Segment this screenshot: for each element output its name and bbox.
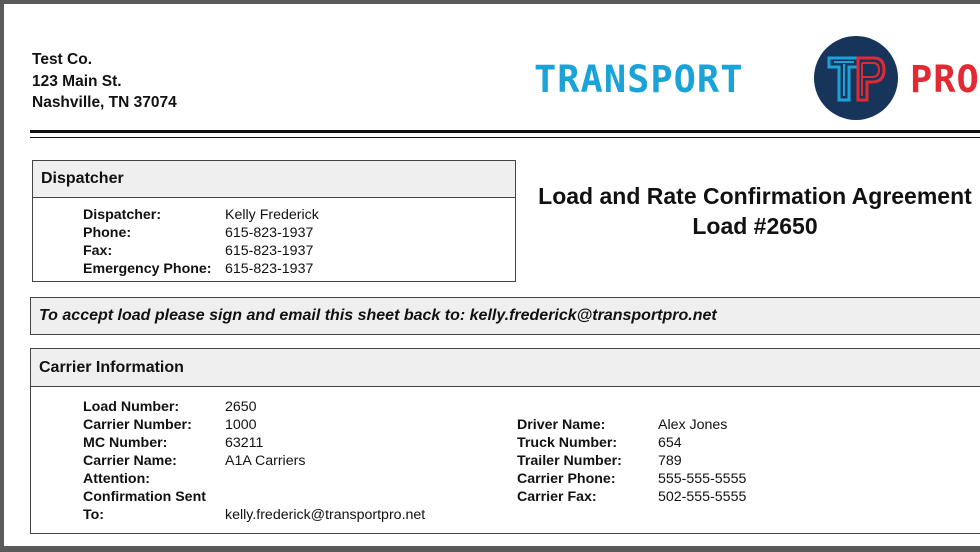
dispatcher-label: Dispatcher:: [83, 207, 162, 223]
fax-value: 615-823-1937: [225, 243, 314, 259]
carrier-phone-value: 555-555-5555: [658, 471, 747, 487]
confirmation-sent-label: Confirmation Sent: [83, 489, 206, 505]
attention-label: Attention:: [83, 471, 150, 487]
carrier-name-label: Carrier Name:: [83, 453, 177, 469]
company-address: [32, 49, 177, 114]
mc-number-label: MC Number:: [83, 435, 168, 451]
carrier-fax-value: 502-555-5555: [658, 489, 747, 505]
logo-monogram-icon: [814, 36, 898, 120]
document-page: [4, 4, 980, 546]
driver-name-label: Driver Name:: [517, 417, 606, 433]
carrier-fax-label: Carrier Fax:: [517, 489, 597, 505]
carrier-number-label: Carrier Number:: [83, 417, 192, 433]
carrier-information-heading: Carrier Information: [31, 349, 980, 387]
confirmation-email-value: kelly.frederick@transportpro.net: [225, 507, 426, 523]
accept-notice-text: To accept load please sign and email this sheet back to: kelly.frederick@transportpro.net: [39, 307, 717, 324]
dispatcher-box: [32, 160, 516, 282]
trailer-number-label: Trailer Number:: [517, 453, 622, 469]
company-city: Nashville, TN 37074: [32, 94, 177, 111]
fax-label: Fax:: [83, 243, 113, 259]
emergency-phone-value: 615-823-1937: [225, 261, 314, 277]
company-street: 123 Main St.: [32, 72, 122, 90]
company-name: Test Co.: [32, 51, 92, 68]
logo-text-pro: PRO: [910, 58, 980, 101]
carrier-phone-label: Carrier Phone:: [517, 471, 616, 487]
truck-number-label: Truck Number:: [517, 435, 618, 451]
trailer-number-value: 789: [658, 453, 682, 469]
truck-number-value: 654: [658, 435, 682, 451]
mc-number-value: 63211: [225, 435, 264, 451]
emergency-phone-label: Emergency Phone:: [83, 261, 212, 277]
confirmation-to-label: To:: [83, 507, 105, 523]
phone-value: 615-823-1937: [225, 225, 314, 241]
carrier-name-value: A1A Carriers: [225, 453, 306, 469]
load-number-label: Load Number:: [83, 399, 180, 415]
transport-pro-logo: [534, 36, 980, 122]
accept-notice-bar: [30, 297, 980, 335]
document-title: [520, 181, 980, 241]
document-title-line1: Load and Rate Confirmation Agreement: [538, 183, 972, 209]
dispatcher-heading: Dispatcher: [33, 161, 515, 198]
dispatcher-value: Kelly Frederick: [225, 207, 319, 223]
header-divider-thin: [30, 137, 980, 138]
driver-name-value: Alex Jones: [658, 417, 728, 433]
phone-label: Phone:: [83, 225, 132, 241]
carrier-number-value: 1000: [225, 417, 257, 433]
logo-text-transport: TRANSPORT: [534, 58, 744, 101]
header-divider: [30, 130, 980, 133]
load-number-value: 2650: [225, 399, 257, 415]
carrier-information-box: [30, 348, 980, 534]
load-number-title: Load #2650: [692, 213, 818, 239]
